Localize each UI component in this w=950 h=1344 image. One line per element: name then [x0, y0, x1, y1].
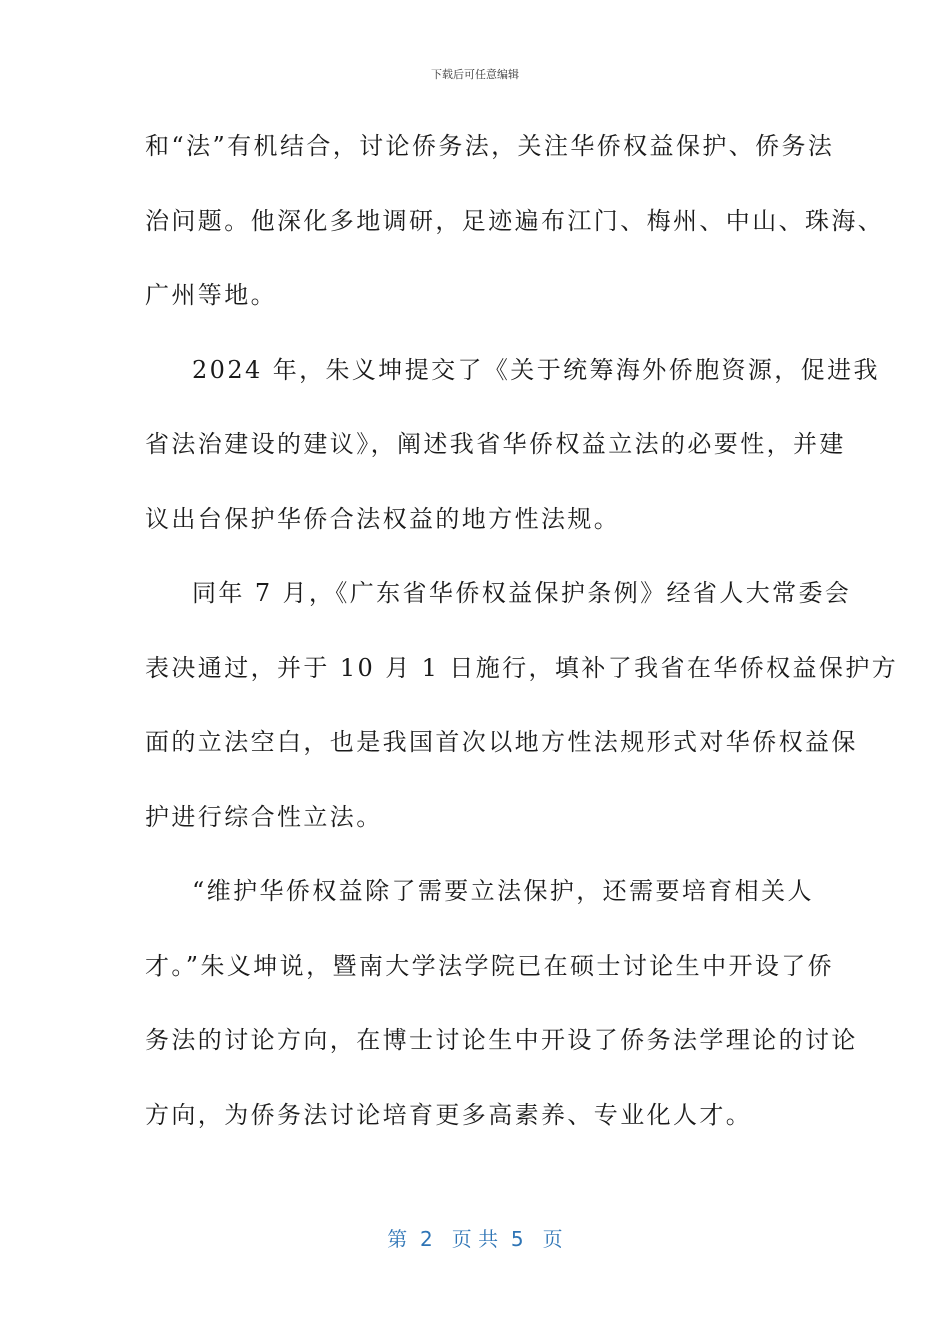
body-line: 务法的讨论方向，在博士讨论生中开设了侨务法学理论的讨论	[145, 1026, 858, 1054]
page-number-footer: 第 2 页 共 5 页	[387, 1227, 563, 1251]
body-line: “维护华侨权益除了需要立法保护，还需要培育相关人	[192, 877, 814, 905]
body-line: 广州等地。	[145, 281, 277, 309]
header-note: 下载后可任意编辑	[431, 68, 519, 81]
body-line: 省法治建设的建议》，阐述我省华侨权益立法的必要性，并建	[145, 430, 846, 458]
body-line: 方向，为侨务法讨论培育更多高素养、专业化人才。	[145, 1101, 753, 1129]
body-line: 治问题。他深化多地调研，足迹遍布江门、梅州、中山、珠海、	[145, 207, 885, 235]
body-line: 表决通过，并于 10 月 1 日施行，填补了我省在华侨权益保护方	[145, 654, 899, 682]
body-line: 护进行综合性立法。	[145, 803, 383, 831]
body-line: 2024 年，朱义坤提交了《关于统筹海外侨胞资源，促进我	[192, 356, 880, 384]
body-line: 和“法”有机结合，讨论侨务法，关注华侨权益保护、侨务法	[145, 132, 835, 160]
body-line: 面的立法空白，也是我国首次以地方性法规形式对华侨权益保	[145, 728, 858, 756]
body-line: 才。”朱义坤说，暨南大学法学院已在硕士讨论生中开设了侨	[145, 952, 835, 980]
body-line: 议出台保护华侨合法权益的地方性法规。	[145, 505, 621, 533]
body-line: 同年 7 月，《广东省华侨权益保护条例》经省人大常委会	[192, 579, 852, 607]
